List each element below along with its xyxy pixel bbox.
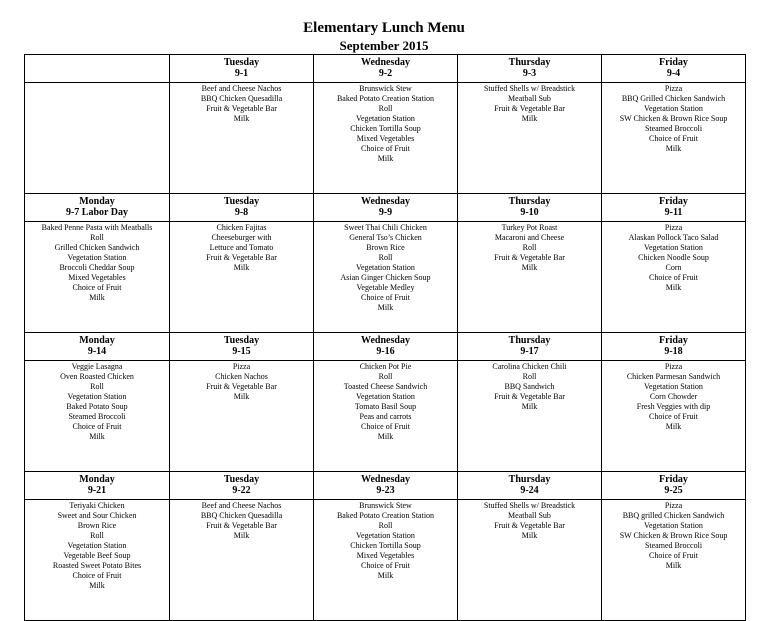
menu-item: Milk xyxy=(521,531,538,540)
week-header-row xyxy=(25,333,746,361)
day-date: 9-17 xyxy=(520,346,539,357)
menu-item: Pizza xyxy=(664,501,683,510)
menu-item: Fruit & Vegetable Bar xyxy=(206,521,277,530)
menu-item: Milk xyxy=(665,561,682,570)
menu-item: Oven Roasted Chicken xyxy=(60,372,134,381)
menu-item: Chicken Noodle Soup xyxy=(638,253,709,262)
menu-item: Roll xyxy=(90,233,104,242)
day-date: 9-2 xyxy=(378,68,393,79)
week-header-row xyxy=(25,55,746,83)
menu-item: Sweet and Sour Chicken xyxy=(57,511,137,520)
menu-item: Teriyaki Chicken xyxy=(69,501,125,510)
day-name: Wednesday xyxy=(361,196,410,207)
menu-item: Mixed Vegetables xyxy=(356,134,415,143)
day-menu-thursday xyxy=(458,83,602,194)
menu-item: Grilled Chicken Sandwich xyxy=(54,243,140,252)
menu-item: Milk xyxy=(233,114,250,123)
menu-item: BBQ Chicken Quesadilla xyxy=(200,94,283,103)
day-date: 9-9 xyxy=(378,207,393,218)
day-date: 9-7 Labor Day xyxy=(65,207,129,218)
menu-item: Vegetation Station xyxy=(644,104,703,113)
menu-item: SW Chicken & Brown Rice Soup xyxy=(619,114,728,123)
menu-item: Vegetable Beef Soup xyxy=(63,551,131,560)
menu-item: Steamed Broccoli xyxy=(644,541,703,550)
menu-item: Milk xyxy=(665,283,682,292)
menu-item: Vegetation Station xyxy=(67,541,127,550)
day-header-friday xyxy=(602,472,746,500)
menu-item: Milk xyxy=(665,422,682,431)
menu-item: Chicken Nachos xyxy=(215,372,268,381)
menu-item: Fruit & Vegetable Bar xyxy=(494,104,565,113)
menu-item: Baked Potato Creation Station xyxy=(336,511,435,520)
day-menu-blank xyxy=(25,83,170,194)
day-name: Tuesday xyxy=(223,57,260,68)
day-header-wednesday xyxy=(314,333,458,361)
day-header-tuesday xyxy=(170,55,314,83)
menu-item: Fruit & Vegetable Bar xyxy=(206,104,277,113)
menu-item: Vegetation Station xyxy=(356,263,415,272)
day-name: Wednesday xyxy=(361,335,410,346)
menu-item: Milk xyxy=(377,432,394,441)
menu-item: Brunswick Stew xyxy=(359,501,412,510)
menu-item: Baked Potato Creation Station xyxy=(336,94,435,103)
menu-item: Milk xyxy=(233,531,250,540)
menu-calendar-table xyxy=(24,54,746,621)
day-menu-tuesday xyxy=(170,222,314,333)
day-menu-thursday xyxy=(458,222,602,333)
day-name: Tuesday xyxy=(223,335,260,346)
menu-item: Stuffed Shells w/ Breadstick xyxy=(483,84,576,93)
menu-item: Vegetation Station xyxy=(356,114,415,123)
day-date: 9-1 xyxy=(234,68,249,79)
menu-item: Cheeseburger with xyxy=(211,233,272,242)
day-menu-friday xyxy=(602,83,746,194)
day-date: 9-21 xyxy=(87,485,107,496)
menu-item: Choice of Fruit xyxy=(361,422,410,431)
menu-item: Milk xyxy=(89,432,105,441)
menu-item: Choice of Fruit xyxy=(649,134,698,143)
menu-item: Roasted Sweet Potato Bites xyxy=(52,561,142,570)
menu-item: Pizza xyxy=(664,223,683,232)
menu-item: Brunswick Stew xyxy=(359,84,412,93)
menu-item: Fruit & Vegetable Bar xyxy=(494,521,565,530)
menu-item: Beef and Cheese Nachos xyxy=(201,501,282,510)
day-menu-wednesday xyxy=(314,83,458,194)
menu-item: Milk xyxy=(89,581,105,590)
menu-item: Choice of Fruit xyxy=(72,283,122,292)
menu-item: Chicken Fajitas xyxy=(216,223,267,232)
menu-item: Fruit & Vegetable Bar xyxy=(206,382,277,391)
menu-item: BBQ grilled Chicken Sandwich xyxy=(622,511,725,520)
day-menu-monday xyxy=(25,500,170,621)
menu-item: Choice of Fruit xyxy=(361,144,410,153)
menu-item: Milk xyxy=(377,571,394,580)
menu-item: Mixed Vegetables xyxy=(356,551,415,560)
day-menu-wednesday xyxy=(314,361,458,472)
day-menu-thursday xyxy=(458,361,602,472)
menu-item: Vegetation Station xyxy=(644,243,703,252)
day-menu-tuesday xyxy=(170,83,314,194)
day-header-tuesday xyxy=(170,472,314,500)
day-header-monday xyxy=(25,333,170,361)
day-date: 9-4 xyxy=(666,68,681,79)
menu-item: Vegetation Station xyxy=(356,531,415,540)
day-header-thursday xyxy=(458,472,602,500)
day-name: Thursday xyxy=(508,335,551,346)
menu-item: Milk xyxy=(521,402,538,411)
menu-item: Peas and carrots xyxy=(359,412,412,421)
menu-item: SW Chicken & Brown Rice Soup xyxy=(619,531,728,540)
menu-item: Beef and Cheese Nachos xyxy=(201,84,282,93)
menu-item: Roll xyxy=(522,243,537,252)
menu-item: Vegetation Station xyxy=(356,392,415,401)
menu-item: Baked Potato Soup xyxy=(66,402,128,411)
menu-item: Roll xyxy=(522,372,537,381)
menu-item: General Tso’s Chicken xyxy=(349,233,422,242)
menu-item: Fruit & Vegetable Bar xyxy=(494,392,565,401)
menu-item: Vegetation Station xyxy=(644,382,703,391)
day-name: Friday xyxy=(659,335,688,346)
day-name: Friday xyxy=(659,196,688,207)
menu-item: Roll xyxy=(90,382,104,391)
day-header-friday xyxy=(602,194,746,222)
day-header-tuesday xyxy=(170,194,314,222)
day-date: 9-11 xyxy=(664,207,683,218)
menu-item: Chicken Pot Pie xyxy=(359,362,412,371)
menu-item: Choice of Fruit xyxy=(361,561,410,570)
day-date: 9-18 xyxy=(664,346,683,357)
menu-item: Brown Rice xyxy=(77,521,117,530)
menu-item: Milk xyxy=(233,392,250,401)
day-name: Thursday xyxy=(508,196,551,207)
day-date: 9-15 xyxy=(232,346,251,357)
menu-month: September 2015 xyxy=(339,38,429,53)
menu-item: Vegetable Medley xyxy=(356,283,415,292)
menu-item: Vegetation Station xyxy=(644,521,703,530)
menu-item: Pizza xyxy=(664,84,683,93)
menu-item: Milk xyxy=(377,303,394,312)
day-menu-tuesday xyxy=(170,500,314,621)
day-menu-friday xyxy=(602,500,746,621)
menu-item: Meatball Sub xyxy=(508,94,551,103)
menu-item: Milk xyxy=(377,154,394,163)
menu-item: Fruit & Vegetable Bar xyxy=(206,253,277,262)
day-menu-friday xyxy=(602,361,746,472)
day-name: Wednesday xyxy=(361,474,410,485)
menu-item: Alaskan Pollock Taco Salad xyxy=(628,233,719,242)
menu-item: Steamed Broccoli xyxy=(68,412,126,421)
menu-item: Pizza xyxy=(232,362,251,371)
day-name: Friday xyxy=(659,57,688,68)
menu-item: Chicken Tortilla Soup xyxy=(350,541,421,550)
day-header-wednesday xyxy=(314,194,458,222)
day-name: Friday xyxy=(659,474,688,485)
day-menu-wednesday xyxy=(314,500,458,621)
day-menu-wednesday xyxy=(314,222,458,333)
menu-item: Milk xyxy=(89,293,105,302)
menu-item: Roll xyxy=(378,253,393,262)
week-header-row xyxy=(25,194,746,222)
menu-item: BBQ Chicken Quesadilla xyxy=(200,511,283,520)
menu-item: Mixed Vegetables xyxy=(68,273,126,282)
day-menu-friday xyxy=(602,222,746,333)
menu-item: Roll xyxy=(378,521,393,530)
menu-item: Chicken Parmesan Sandwich xyxy=(626,372,721,381)
day-header-friday xyxy=(602,55,746,83)
day-name: Tuesday xyxy=(223,474,260,485)
menu-item: Macaroni and Cheese xyxy=(494,233,565,242)
menu-item: Brown Rice xyxy=(366,243,405,252)
day-date: 9-16 xyxy=(376,346,395,357)
menu-item: Choice of Fruit xyxy=(72,422,122,431)
week-menu-row xyxy=(25,361,746,472)
menu-item: Roll xyxy=(378,104,393,113)
menu-item: Roll xyxy=(378,372,393,381)
menu-item: Tomato Basil Soup xyxy=(354,402,417,411)
day-header-thursday xyxy=(458,333,602,361)
menu-title: Elementary Lunch Menu xyxy=(303,20,465,36)
menu-item: Fresh Veggies with dip xyxy=(636,402,711,411)
menu-item: Asian Ginger Chicken Soup xyxy=(340,273,431,282)
menu-item: Milk xyxy=(233,263,250,272)
day-name: Monday xyxy=(79,335,115,346)
day-date: 9-3 xyxy=(522,68,537,79)
week-menu-row xyxy=(25,222,746,333)
menu-item: Pizza xyxy=(664,362,683,371)
day-menu-monday xyxy=(25,361,170,472)
day-menu-thursday xyxy=(458,500,602,621)
day-header-tuesday xyxy=(170,333,314,361)
menu-item: BBQ Grilled Chicken Sandwich xyxy=(621,94,726,103)
menu-item: Lettuce and Tomato xyxy=(209,243,274,252)
week-menu-row xyxy=(25,500,746,621)
day-date: 9-10 xyxy=(520,207,539,218)
day-name: Thursday xyxy=(508,474,551,485)
menu-item: Milk xyxy=(521,263,538,272)
day-date: 9-8 xyxy=(234,207,249,218)
menu-item: Steamed Broccoli xyxy=(644,124,703,133)
day-menu-tuesday xyxy=(170,361,314,472)
menu-item: Chicken Tortilla Soup xyxy=(350,124,421,133)
menu-item: Carolina Chicken Chili xyxy=(492,362,567,371)
day-date: 9-22 xyxy=(232,485,251,496)
menu-item: Sweet Thai Chili Chicken xyxy=(344,223,427,232)
menu-item: Choice of Fruit xyxy=(72,571,122,580)
day-date: 9-14 xyxy=(87,346,107,357)
menu-item: Choice of Fruit xyxy=(361,293,410,302)
day-date: 9-25 xyxy=(664,485,683,496)
menu-item: Roll xyxy=(90,531,104,540)
menu-item: Meatball Sub xyxy=(508,511,551,520)
day-name: Monday xyxy=(79,474,115,485)
menu-item: Veggie Lasagna xyxy=(71,362,123,371)
menu-item: Vegetation Station xyxy=(67,392,127,401)
day-date: 9-24 xyxy=(520,485,539,496)
menu-item: Corn Chowder xyxy=(649,392,698,401)
menu-item: Broccoli Cheddar Soup xyxy=(59,263,135,272)
day-name: Wednesday xyxy=(361,57,410,68)
day-header-wednesday xyxy=(314,55,458,83)
day-menu-monday xyxy=(25,222,170,333)
day-header-friday xyxy=(602,333,746,361)
day-header-thursday xyxy=(458,194,602,222)
week-header-row xyxy=(25,472,746,500)
day-header-monday xyxy=(25,194,170,222)
menu-item: Toasted Cheese Sandwich xyxy=(343,382,428,391)
day-date: 9-23 xyxy=(376,485,395,496)
day-name: Monday xyxy=(79,196,115,207)
menu-item: Corn xyxy=(665,263,682,272)
menu-item: Choice of Fruit xyxy=(649,412,698,421)
day-name: Thursday xyxy=(508,57,551,68)
menu-item: Milk xyxy=(665,144,682,153)
day-header-monday xyxy=(25,472,170,500)
day-header-wednesday xyxy=(314,472,458,500)
week-menu-row xyxy=(25,83,746,194)
menu-item: Milk xyxy=(521,114,538,123)
menu-item: Choice of Fruit xyxy=(649,551,698,560)
day-header-thursday xyxy=(458,55,602,83)
day-name: Tuesday xyxy=(223,196,260,207)
menu-item: Stuffed Shells w/ Breadstick xyxy=(483,501,576,510)
menu-item: Fruit & Vegetable Bar xyxy=(494,253,565,262)
menu-item: Turkey Pot Roast xyxy=(501,223,558,232)
menu-item: Baked Penne Pasta with Meatballs xyxy=(41,223,153,232)
menu-item: Choice of Fruit xyxy=(649,273,698,282)
menu-item: BBQ Sandwich xyxy=(504,382,555,391)
menu-item: Vegetation Station xyxy=(67,253,127,262)
day-header-blank xyxy=(25,55,170,83)
